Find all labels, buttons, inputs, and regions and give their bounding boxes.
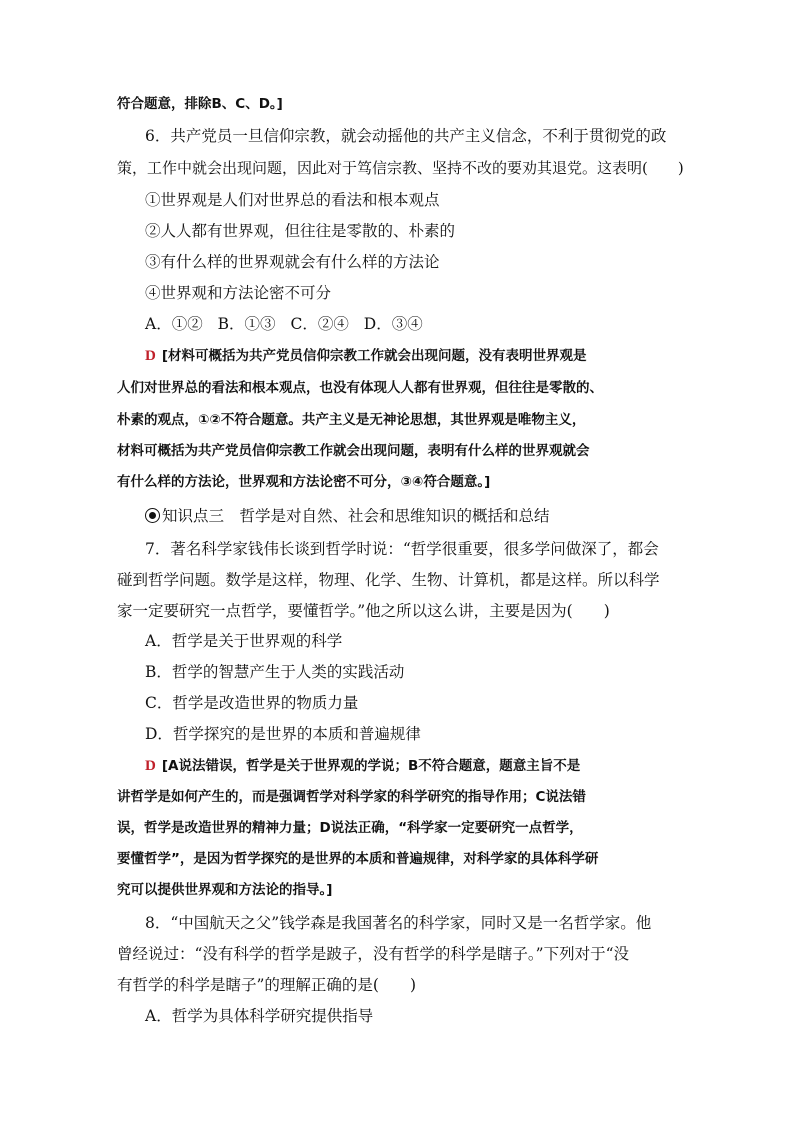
q8-option-a: A．哲学为具体科学研究提供指导 <box>145 1007 374 1025</box>
q7-analysis-line-4: 要懂哲学”，是因为哲学探究的是世界的本质和普遍规律，对科学家的具体科学研 <box>117 851 599 867</box>
q7-option-a: A．哲学是关于世界观的科学 <box>145 632 343 650</box>
q6-item-3: ③有什么样的世界观就会有什么样的方法论 <box>145 253 440 271</box>
q6-analysis-line-1: D [材料可概括为共产党员信仰宗教工作就会出现问题，没有表明世界观是 <box>145 348 587 364</box>
q6-stem-line-1: 6．共产党员一旦信仰宗教，就会动摇他的共产主义信念，不利于贯彻党的政 <box>145 127 667 145</box>
q6-analysis-line-5: 有什么样的方法论，世界观和方法论密不可分，③④符合题意。] <box>117 474 491 490</box>
q8-stem-line-3: 有哲学的科学是瞎子”的理解正确的是( ) <box>117 976 417 994</box>
q7-option-c: C．哲学是改造世界的物质力量 <box>145 694 359 712</box>
q7-stem-line-3: 家一定要研究一点哲学，要懂哲学。”他之所以这么讲，主要是因为( ) <box>117 602 610 620</box>
q6-analysis-line-2: 人们对世界总的看法和根本观点，也没有体现人人都有世界观，但往往是零散的、 <box>117 380 603 396</box>
q6-option-d: D．③④ <box>363 315 423 333</box>
q7-analysis-line-2: 讲哲学是如何产生的，而是强调哲学对科学家的科学研究的指导作用；C说法错 <box>117 789 586 805</box>
q6-options <box>145 314 433 334</box>
bullet-icon <box>145 508 160 523</box>
section-title: 哲学是对自然、社会和思维知识的概括和总结 <box>239 507 550 525</box>
q7-option-b: B．哲学的智慧产生于人类的实践活动 <box>145 663 405 681</box>
q6-stem-line-2: 策，工作中就会出现问题，因此对于笃信宗教、坚持不改的要劝其退党。这表明( ) <box>117 159 684 177</box>
q6-option-c: C．②④ <box>290 315 349 333</box>
q6-item-1: ①世界观是人们对世界总的看法和根本观点 <box>145 191 440 209</box>
q7-option-d: D．哲学探究的是世界的本质和普遍规律 <box>145 725 421 743</box>
q8-stem-line-1: 8．“中国航天之父”钱学森是我国著名的科学家，同时又是一名哲学家。他 <box>145 914 652 932</box>
section-label: 知识点三 <box>162 507 225 525</box>
q6-item-2: ②人人都有世界观，但往往是零散的、朴素的 <box>145 222 456 240</box>
q6-item-4: ④世界观和方法论密不可分 <box>145 284 332 302</box>
previous-analysis-end: 符合题意，排除B、C、D。] <box>117 96 283 112</box>
q7-analysis-line-5: 究可以提供世界观和方法论的指导。] <box>117 882 333 898</box>
q7-stem-line-2: 碰到哲学问题。数学是这样，物理、化学、生物、计算机，都是这样。所以科学 <box>117 571 660 589</box>
section-heading <box>145 506 550 526</box>
q6-option-b: B．①③ <box>217 315 276 333</box>
q8-stem-line-2: 曾经说过：“没有科学的哲学是跛子，没有哲学的科学是瞎子。”下列对于“没 <box>117 945 630 963</box>
q7-answer-letter: D <box>145 758 156 774</box>
q7-analysis-line-1: D [A说法错误，哲学是关于世界观的学说；B不符合题意，题意主旨不是 <box>145 758 581 774</box>
q6-analysis-line-4: 材料可概括为共产党员信仰宗教工作就会出现问题，表明有什么样的世界观就会 <box>117 443 590 459</box>
q7-stem-line-1: 7．著名科学家钱伟长谈到哲学时说：“哲学很重要，很多学问做深了，都会 <box>145 540 659 558</box>
q6-answer-letter: D <box>145 348 156 364</box>
q7-analysis-line-3: 误，哲学是改造世界的精神力量；D说法正确，“科学家一定要研究一点哲学， <box>117 820 583 836</box>
q6-option-a: A．①② <box>145 315 203 333</box>
q6-analysis-line-3: 朴素的观点，①②不符合题意。共产主义是无神论思想，其世界观是唯物主义， <box>117 412 586 428</box>
